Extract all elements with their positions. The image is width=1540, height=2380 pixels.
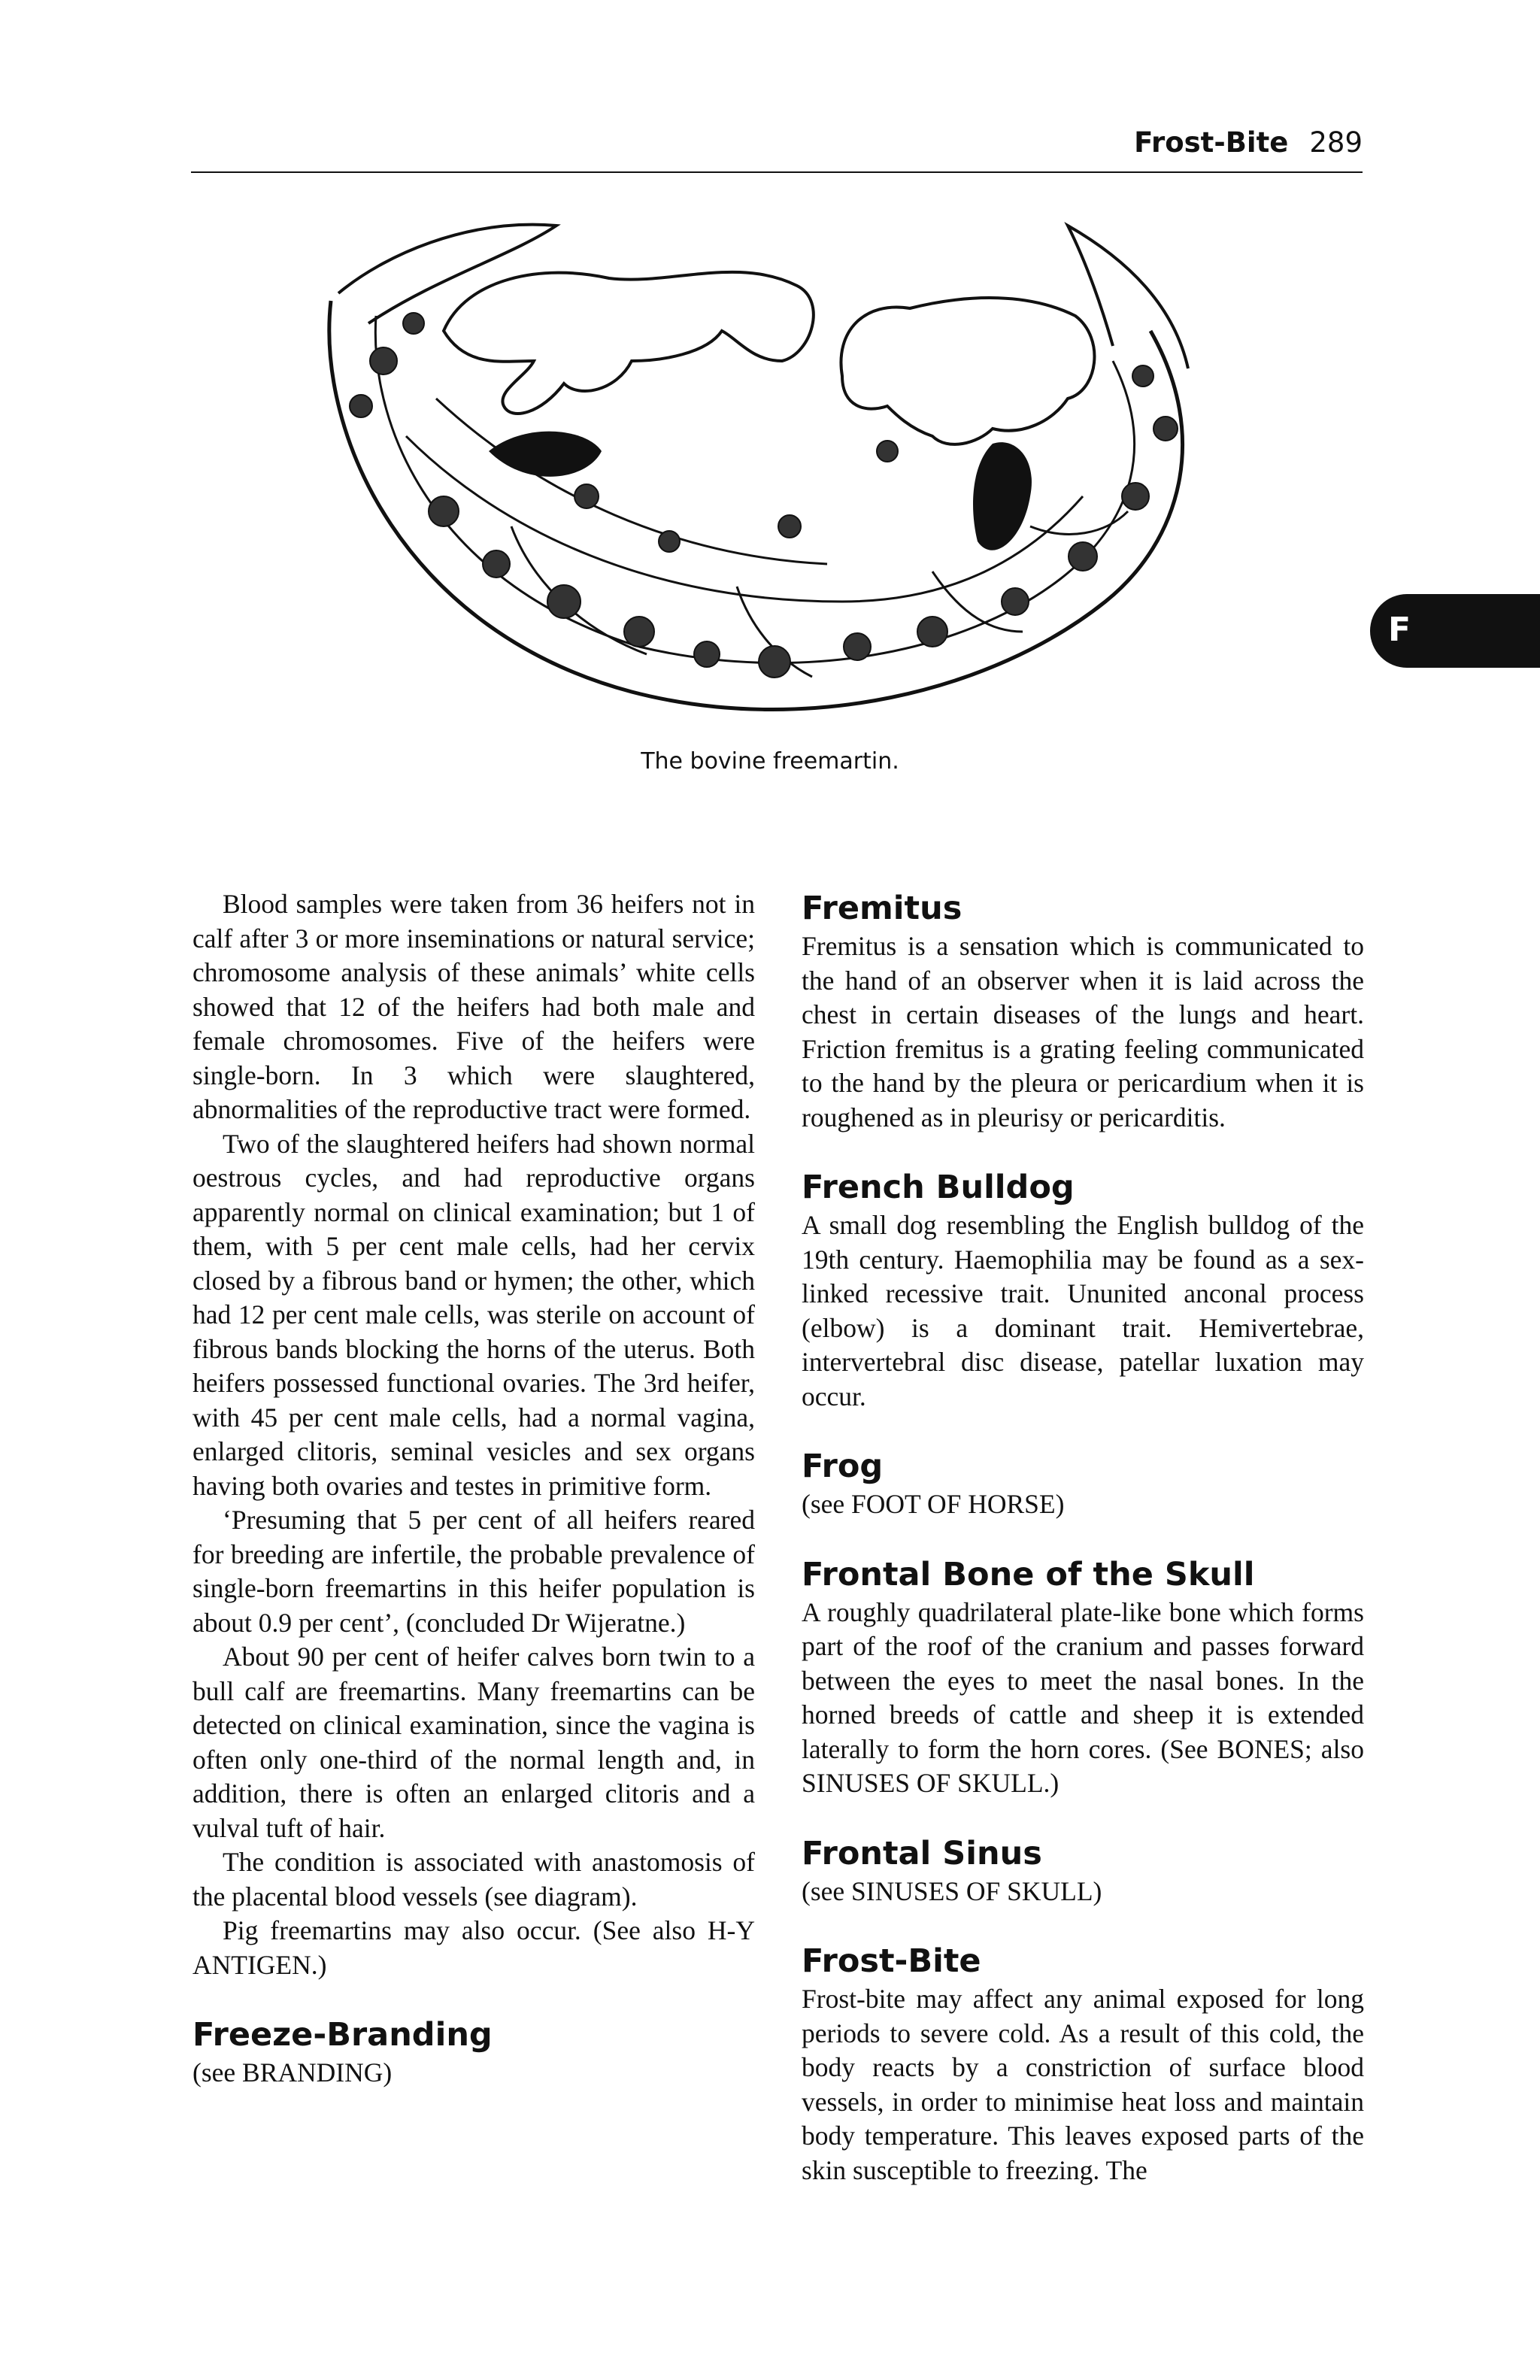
entry-text: A roughly quadrilateral plate-like bone which forms part of the roof of the cranium and passes forward between the eyes to meet the nasal bones. In the horned breeds of cattle and sheep it is extended laterally to form the horn cores. (See BONES; also SINUSES OF SKULL.) (802, 1596, 1364, 1798)
paragraph: Blood samples were taken from 36 heifers not in calf after 3 or more inseminations or natural service; chromosome analysis of these animals’ white cells showed that 12 of the heifers had both male and female chromosomes. Five of the heifers were single-born. In 3 which were slaughtered, abnormalities of the reproductive tract were formed. (192, 889, 755, 1124)
entry-text: (see FOOT OF HORSE) (802, 1489, 1065, 1519)
entry-heading: Frontal Bone of the Skull (802, 1555, 1255, 1593)
entry-french-bulldog (802, 1166, 1364, 1414)
entry-heading: Frog (802, 1448, 884, 1485)
thumb-index-letter: F (1388, 611, 1411, 649)
entry-text: Fremitus is a sensation which is communicated to the hand of an observer when it is laid across the chest in certain diseases of the lungs and heart. Friction fremitus is a grating feeling communicated to the hand by the pleura or pericardium when it is roughened as in pleurisy or pericarditis. (802, 931, 1364, 1132)
entry-frontal-sinus (802, 1833, 1364, 1909)
paragraph: ‘Presuming that 5 per cent of all heifers reared for breeding are infertile, the probable prevalence of single-born freemartins in this heifer population is about 0.9 per cent’, (concluded Dr Wijeratne.) (192, 1505, 755, 1638)
right-column (802, 887, 1364, 2219)
freemartin-illustration (316, 211, 1233, 722)
header-rule (191, 171, 1363, 173)
running-head-title: Frost-Bite (1134, 126, 1289, 159)
entry-freeze-branding (192, 2014, 755, 2090)
left-column (192, 887, 755, 2122)
entry-text: A small dog resembling the English bulldog of the 19th century. Haemophilia may be found as a sex-linked recessive trait. Ununited anconal process (elbow) is a dominant trait. Hemivertebrae, intervertebral disc disease, patellar luxation may occur. (802, 1210, 1364, 1411)
freemartin-drawing (316, 211, 1233, 722)
page-number: 289 (1309, 126, 1363, 159)
entry-heading: Fremitus (802, 890, 962, 927)
paragraph: About 90 per cent of heifer calves born twin to a bull calf are freemartins. Many freemartins can be detected on clinical examination, since the vagina is often only one-third of the normal length and, in addition, there is often an enlarged clitoris and a vulval tuft of hair. (192, 1642, 755, 1843)
figure-caption: The bovine freemartin. (641, 748, 899, 775)
entry-heading: French Bulldog (802, 1169, 1075, 1206)
entry-heading: Freeze-Branding (192, 2016, 493, 2054)
paragraph: The condition is associated with anastomosis of the placental blood vessels (see diagram). (192, 1847, 755, 1912)
entry-text: Frost-bite may affect any animal exposed for long periods to severe cold. As a result of this cold, the body reacts by a constriction of surface blood vessels, in order to minimise heat loss and maintain body temperature. This leaves exposed parts of the skin susceptible to freezing. The (802, 1984, 1364, 2185)
entry-fremitus (802, 887, 1364, 1135)
entry-text: (see BRANDING) (192, 2057, 393, 2087)
paragraph: Pig freemartins may also occur. (See also H-Y ANTIGEN.) (192, 1915, 755, 1980)
entry-text: (see SINUSES OF SKULL) (802, 1875, 1102, 1906)
thumb-index-tab (1370, 594, 1540, 668)
entry-heading: Frontal Sinus (802, 1834, 1042, 1872)
paragraph: Two of the slaughtered heifers had shown normal oestrous cycles, and had reproductive organs apparently normal on clinical examination; but 1 of them, with 5 per cent male cells, had her cervix closed by a fibrous band or hymen; the other, which had 12 per cent male cells, was sterile on account of fibrous bands blocking the horns of the uterus. Both heifers possessed functional ovaries. The 3rd heifer, with 45 per cent male cells, had a normal vagina, enlarged clitoris, seminal vesicles and sex organs having both ovaries and testes in primitive form. (192, 1128, 755, 1501)
entry-heading: Frost-Bite (802, 1942, 981, 1980)
entry-frontal-bone (802, 1554, 1364, 1801)
entry-frost-bite (802, 1940, 1364, 2187)
running-head (1128, 126, 1363, 159)
entry-frog (802, 1445, 1364, 1522)
